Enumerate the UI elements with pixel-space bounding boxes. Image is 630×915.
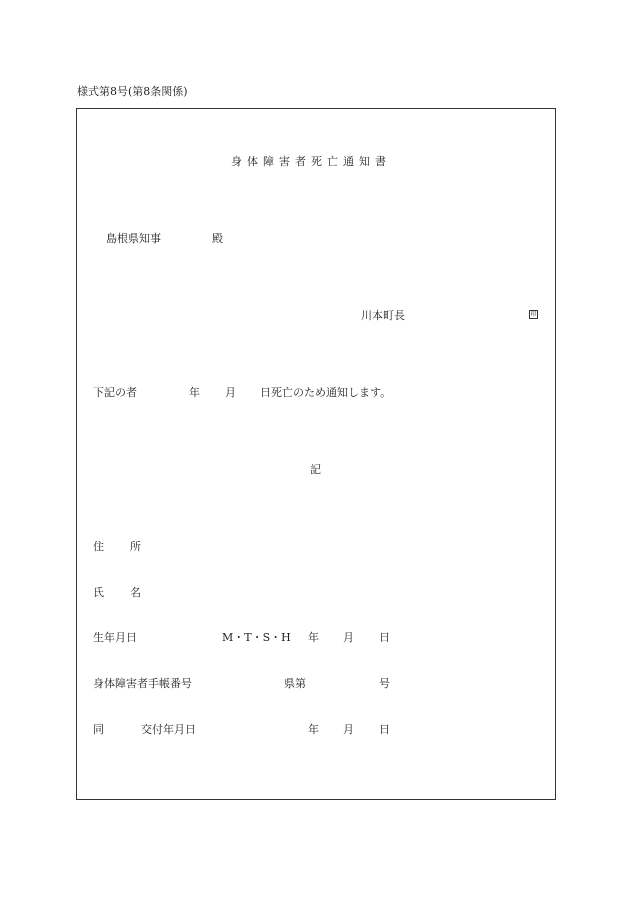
birth-date-eras: M・T・S・H (222, 631, 291, 644)
address-label-2: 所 (130, 540, 141, 553)
birth-date-label: 生年月日 (93, 631, 137, 644)
issue-date-year: 年 (308, 723, 319, 736)
birth-date-day: 日 (379, 631, 390, 644)
sender-name: 川本町長 (361, 309, 405, 322)
document-title: 身体障害者死亡通知書 (231, 155, 391, 168)
issue-date-day: 日 (379, 723, 390, 736)
handbook-number-label: 身体障害者手帳番号 (93, 677, 192, 690)
seal-icon: 印 (530, 311, 537, 318)
form-number-label: 様式第8号(第8条関係) (77, 85, 188, 98)
issue-date-same-label: 同 (93, 723, 104, 736)
addressee-honorific: 殿 (212, 232, 223, 245)
handbook-number-suffix: 号 (379, 677, 390, 690)
notice-text: 日死亡のため通知します。 (260, 386, 392, 399)
notice-year: 年 (189, 386, 200, 399)
notice-month: 月 (225, 386, 236, 399)
notice-subject: 下記の者 (93, 386, 137, 399)
addressee-recipient: 島根県知事 (106, 232, 161, 245)
form-border (76, 108, 556, 800)
handbook-prefecture: 県第 (284, 677, 306, 690)
birth-date-year: 年 (308, 631, 319, 644)
record-heading: 記 (310, 463, 321, 476)
name-label-2: 名 (130, 586, 141, 599)
issue-date-label: 交付年月日 (141, 723, 196, 736)
name-label-1: 氏 (93, 586, 104, 599)
address-label-1: 住 (93, 540, 104, 553)
birth-date-month: 月 (343, 631, 354, 644)
issue-date-month: 月 (343, 723, 354, 736)
